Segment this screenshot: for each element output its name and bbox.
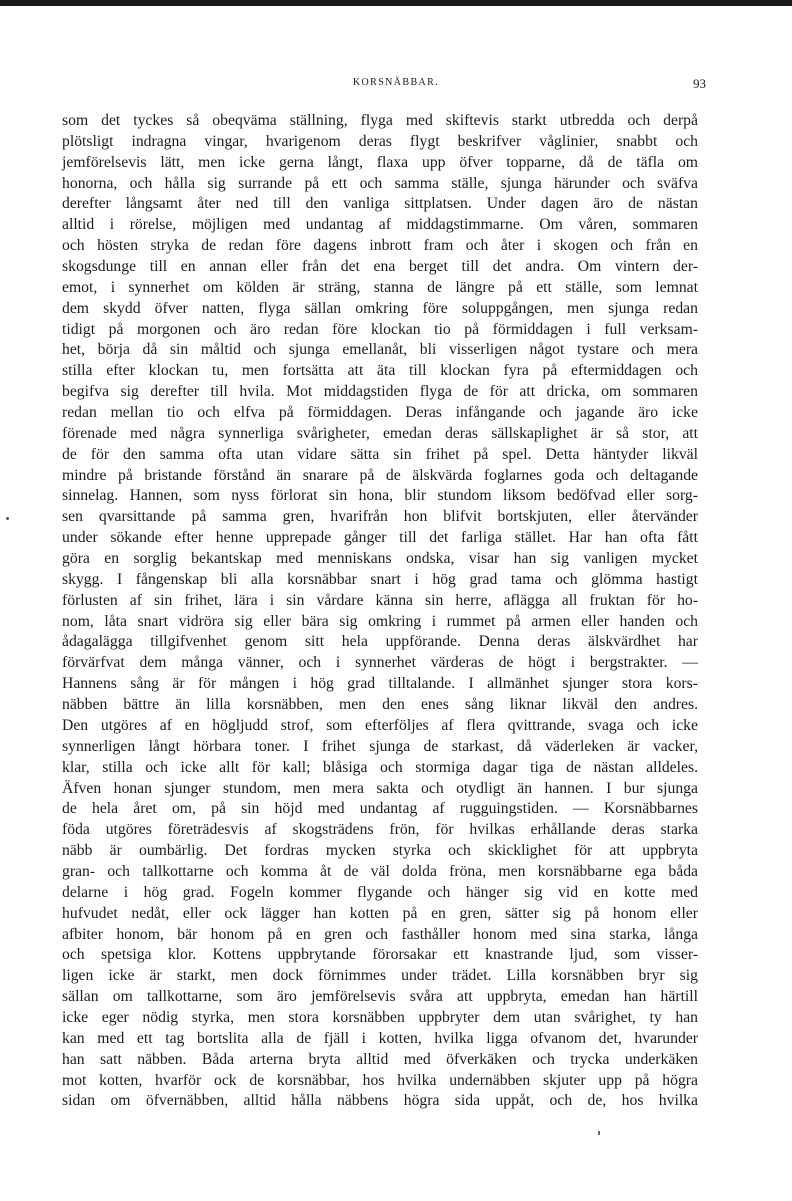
text-line: jemförelsevis lätt, men icke gerna långt, flaxa upp öfver topparne, då de täfla om bbox=[62, 153, 698, 171]
text-line: plötsligt indragna vingar, hvarigenom deras flygt beskrifver våglinier, snabbt och bbox=[62, 132, 698, 150]
body-text bbox=[62, 111, 698, 1112]
text-line: emot, i synnerhet om kölden är sträng, stanna de längre på ett ställe, som lemnat bbox=[62, 278, 698, 296]
text-line: och hösten stryka de redan före dagens inbrott fram och åter i skogen och från en bbox=[62, 237, 698, 255]
text-line: alltid i rörelse, möjligen med undantag af middagstimmarne. Om våren, sommaren bbox=[62, 216, 698, 234]
text-line: näbben bättre än lilla korsnäbben, men den enes sång liknar likväl den andres. bbox=[62, 696, 698, 714]
text-line: föda utgöres företrädesvis af skogsträdens frön, för hvilkas erhållande deras starka bbox=[62, 821, 698, 839]
text-line: de för den samma ofta utan vidare sätta sin frihet på spel. Detta häntyder likväl bbox=[62, 445, 698, 463]
text-line: delarne i hög grad. Fogeln kommer flygande och hänger sig vid en kotte med bbox=[62, 883, 698, 901]
text-line: och spetsiga klor. Kottens uppbrytande förorsakar ett knastrande ljud, som visser- bbox=[62, 946, 698, 964]
text-line: kan med ett tag bortslita alla de fjäll i kotten, hvilka ligga ofvanom det, hvarunder bbox=[62, 1029, 698, 1047]
scan-top-edge bbox=[0, 0, 792, 6]
page-number: 93 bbox=[693, 76, 706, 91]
text-line: tidigt på morgonen och äro redan före klockan tio på förmiddagen i full verksam- bbox=[62, 320, 698, 338]
text-line: gran- och tallkottarne och komma åt de väl dolda fröna, men korsnäbbarne ega båda bbox=[62, 862, 698, 880]
text-line: göra en sorglig bekantskap med menniskans ondska, visar han sig vanligen mycket bbox=[62, 550, 698, 568]
text-line: afbiter honom, bär honom på en gren och fasthåller honom med sina starka, långa bbox=[62, 925, 698, 943]
text-line: begifva sig derefter till hvila. Mot middagstiden flyga de för att dricka, om sommaren bbox=[62, 383, 698, 401]
text-line: redan mellan tio och elfva på förmiddagen. Deras infångande och jagande äro icke bbox=[62, 404, 698, 422]
text-line: mot kotten, hvarför ock de korsnäbbar, hos hvilka undernäbben skjuter upp på högra bbox=[62, 1071, 698, 1089]
text-line: han satt näbben. Båda arterna bryta alltid med öfverkäken och trycka underkäken bbox=[62, 1050, 698, 1068]
text-line: klar, stilla och icke allt för kall; blåsiga och stormiga dagar tiga de nästan alldeles. bbox=[62, 758, 698, 776]
text-line: Den utgöres af en högljudd strof, som efterföljes af flera qvittrande, svaga och icke bbox=[62, 716, 698, 734]
page-header bbox=[0, 76, 792, 96]
text-line: ligen icke är starkt, men dock förnimmes under trädet. Lilla korsnäbben bryr sig bbox=[62, 967, 698, 985]
text-line: Hannens sång är för mången i hög grad tilltalande. I allmänhet sjunger stora kors- bbox=[62, 675, 698, 693]
text-line: icke eger nödig styrka, men stora korsnäbben uppbryter dem utan svårighet, ty han bbox=[62, 1008, 698, 1026]
text-line: sällan om tallkottarne, som äro jemförelsevis svåra att uppbryta, emedan han härtill bbox=[62, 988, 698, 1006]
text-line: näbb är oumbärlig. Det fordras mycken styrka och skicklighet för att uppbryta bbox=[62, 842, 698, 860]
text-line: skogsdunge till en annan eller från det ena berget till det andra. Om vintern der- bbox=[62, 258, 698, 276]
text-line: dem skydd öfver natten, flyga sällan omkring före soluppgången, men sjunga redan bbox=[62, 299, 698, 317]
margin-tick bbox=[598, 1131, 600, 1135]
running-head: KORSNÄBBAR. bbox=[352, 77, 440, 88]
text-line: som det tyckes så obeqvämа ställning, flyga med skiftevis starkt utbredda och derpå bbox=[62, 112, 698, 129]
text-line: förenade med några synnerliga svårigheter, emedan deras sällskaplighet är så stor, att bbox=[62, 424, 698, 442]
text-line: sidan om öfvernäbben, alltid hålla näbbens högra sida uppåt, och de, hos hvilka bbox=[62, 1092, 698, 1110]
text-line: het, börja då sin måltid och sjunga emellanåt, bli visserligen något tystare och mera bbox=[62, 341, 698, 359]
text-line: sen qvarsittande på samma gren, hvarifrån hon blifvit bortskjuten, eller återvänder bbox=[62, 508, 698, 526]
text-line: Äfven honan sjunger stundom, men mera sakta och otydligt än hannen. I bur sjunga bbox=[62, 779, 698, 797]
text-line: hufvudet nedåt, eller ock lägger han kotten på en gren, sätter sig på honom eller bbox=[62, 904, 698, 922]
text-line: synnerligen långt hörbara toner. I frihet sjunga de starkast, då väderleken är vacker, bbox=[62, 737, 698, 755]
text-line: förlusten af sin frihet, lära i sin vårdare känna sin herre, aflägga all fruktan för ho- bbox=[62, 591, 698, 609]
text-line: under sökande efter henne upprepade gånger till det farliga stället. Har han ofta fått bbox=[62, 529, 698, 547]
text-line: skygg. I fångenskap bli alla korsnäbbar snart i hög grad tama och glömma hastigt bbox=[62, 570, 698, 588]
text-line: nom, låta snart vidröra sig eller bära sig omkring i rummet på armen eller handen och bbox=[62, 612, 698, 630]
margin-speck bbox=[6, 517, 9, 520]
text-line: ådagalägga tillgifvenhet genom sitt hela uppförande. Denna deras älskvärdhet har bbox=[62, 633, 698, 651]
text-line: derefter långsamt åter ned till den vanliga sittplatsen. Under dagen äro de nästan bbox=[62, 195, 698, 213]
text-line: mindre på bristande förstånd än snarare på de älskvärda foglarnes goda och deltagande bbox=[62, 466, 698, 484]
text-line: förvärfvat dem många vänner, och i synnerhet värderas de högt i bergstrakter. — bbox=[62, 654, 698, 672]
text-line: honorna, och hålla sig surrande på ett och samma ställe, sjunga härunder och sväfva bbox=[62, 174, 698, 192]
text-line: de hela året om, på sin höjd med undantag af rugguingstiden. — Korsnäbbarnes bbox=[62, 800, 698, 818]
text-line: stilla efter klockan tu, men fortsätta att äta till klockan fyra på eftermiddagen och bbox=[62, 362, 698, 380]
text-line: sinnelag. Hannen, som nyss förlorat sin hona, blir stundom liksom bedöfvad eller sorg- bbox=[62, 487, 698, 505]
